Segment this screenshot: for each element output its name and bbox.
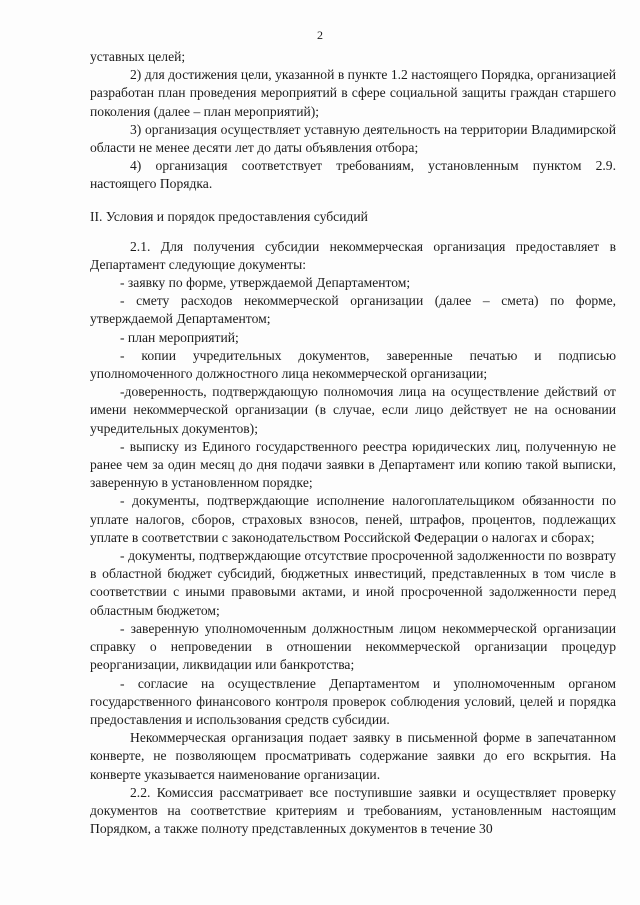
paragraph: 4) организация соответствует требованиям, установленным пунктом 2.9. настоящего Порядка. bbox=[90, 158, 616, 192]
paragraph: 2) для достижения цели, указанной в пункте 1.2 настоящего Порядка, организацией разработан план проведения мероприятий в сфере социальной защиты граждан старшего поколения (далее – план мероприятий); bbox=[90, 67, 616, 119]
list-item: - копии учредительных документов, заверенные печатью и подписью уполномоченного должностного лица некоммерческой организации; bbox=[90, 347, 616, 382]
paragraph: уставных целей; bbox=[90, 49, 186, 64]
list-item: - план мероприятий; bbox=[120, 329, 239, 345]
page-number: 2 bbox=[317, 28, 323, 42]
list-item: - заявку по форме, утверждаемой Департаментом; bbox=[120, 275, 411, 291]
list-item: - заверенную уполномоченным должностным лицом некоммерческой организации справку о непроведении в отношении некоммерческой организации процедур реорганизации, ликвидации или банкротства; bbox=[90, 620, 616, 673]
list-item: -доверенность, подтверждающую полномочия лица на осуществление действий от имени некоммерческой организации (в случае, если лицо действует не на основании учредительных документов); bbox=[90, 384, 616, 436]
paragraph: 2.2. Комиссия рассматривает все поступившие заявки и осуществляет проверку документов на соответствие критериям и требованиям, установленным настоящим Порядком, а также полноту представленных документов в течение 30 bbox=[90, 784, 616, 837]
paragraph: 3) организация осуществляет уставную деятельность на территории Владимирской области не менее десяти лет до даты объявления отбора; bbox=[90, 121, 616, 156]
list-item: - документы, подтверждающие исполнение налогоплательщиком обязанности по уплате налогов, сборов, страховых взносов, пеней, штрафов, процентов, подлежащих уплате в соответствии с законодательством Российской Федерации о налогах и сборах; bbox=[90, 493, 616, 545]
paragraph: Некоммерческая организация подает заявку в письменной форме в запечатанном конверте, не позволяющем просматривать содержание заявки до его вскрытия. На конверте указывается наименование организации. bbox=[90, 730, 616, 782]
list-item: - выписку из Единого государственного реестра юридических лиц, полученную не ранее чем за один месяц до дня подачи заявки в Департамент или копию такой выписки, заверенную в установленном порядке; bbox=[90, 438, 616, 491]
list-item: - смету расходов некоммерческой организации (далее – смета) по форме, утверждаемой Департаментом; bbox=[90, 293, 616, 327]
list-item: - документы, подтверждающие отсутствие просроченной задолженности по возврату в областной бюджет субсидий, бюджетных инвестиций, представленных в том числе в соответствии с иными правовыми актами, и иной просроченной задолженности перед областным бюджетом; bbox=[90, 548, 616, 618]
list-item: - согласие на осуществление Департаментом и уполномоченным органом государственного финансового контроля проверок соблюдения условий, целей и порядка предоставления и использования средств субсидии. bbox=[90, 675, 616, 727]
section-heading: II. Условия и порядок предоставления субсидий bbox=[90, 208, 368, 224]
paragraph: 2.1. Для получения субсидии некоммерческая организация предоставляет в Департамент следующие документы: bbox=[90, 238, 616, 272]
document-body bbox=[90, 48, 616, 838]
